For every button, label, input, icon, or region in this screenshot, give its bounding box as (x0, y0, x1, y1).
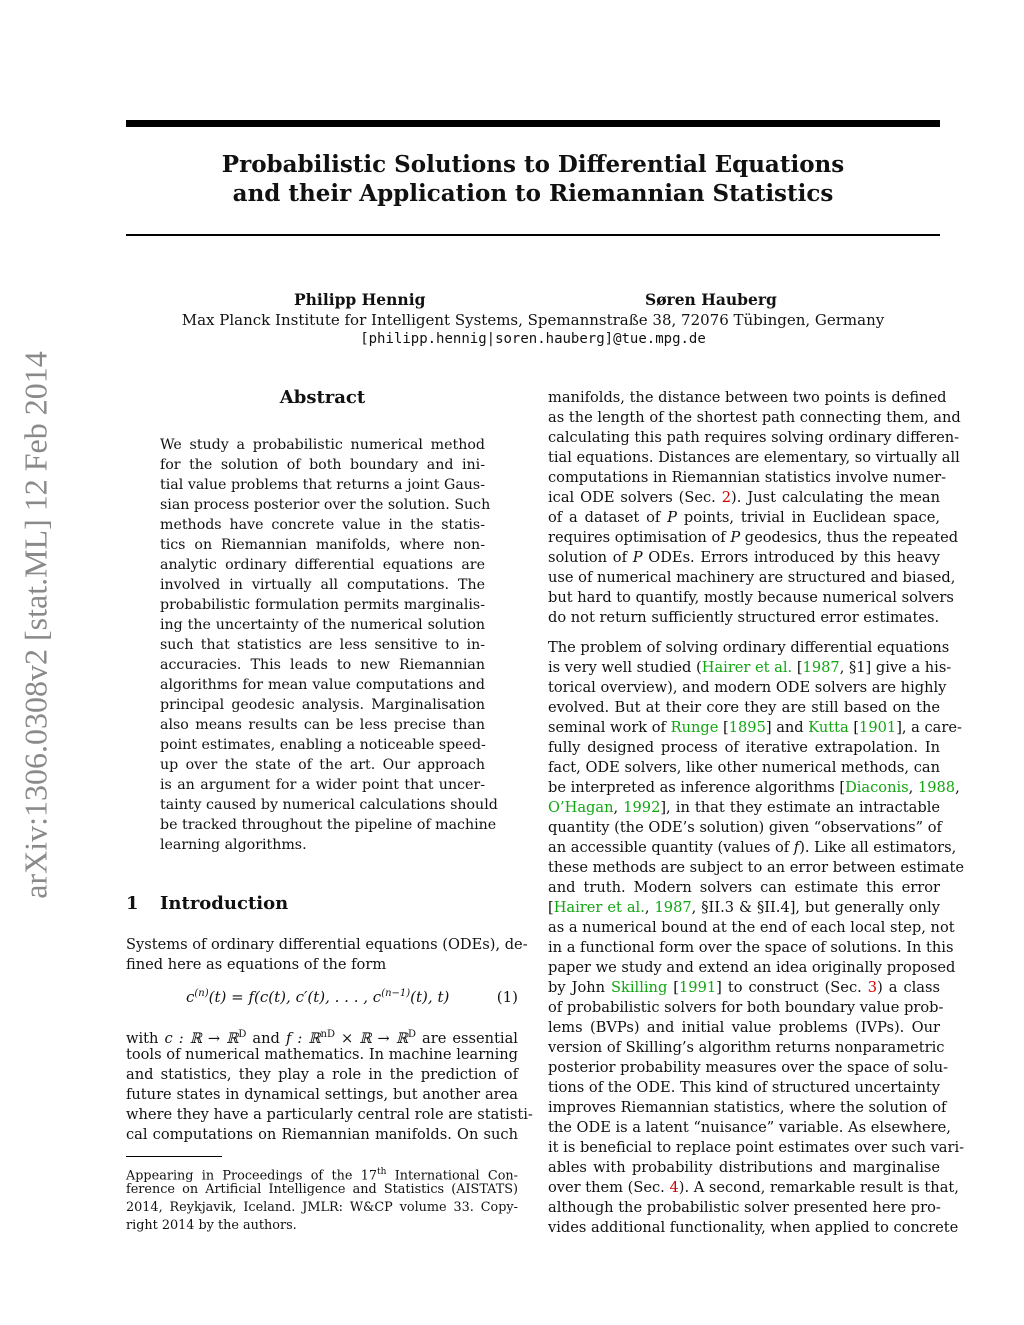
citation-link[interactable]: 1991 (679, 979, 717, 996)
text-line: ables with probability distributions and marginalise (548, 1159, 940, 1176)
abstract-line: methods have concrete value in the statis- (160, 517, 485, 533)
text-line: but hard to quantify, mostly because numerical solvers (548, 589, 954, 606)
footnote-line: 2014, Reykjavik, Iceland. JMLR: W&CP volume 33. Copy- (126, 1200, 518, 1215)
citation-link[interactable]: 1992 (623, 799, 661, 816)
text-line: an accessible quantity (values of f). Like all estimators, (548, 839, 957, 856)
text-line: in a functional form over the space of solutions. In this (548, 939, 954, 956)
text-line: cal computations on Riemannian manifolds. On such (126, 1126, 518, 1143)
text-line: vides additional functionality, when applied to concrete (548, 1219, 959, 1236)
text-line: and truth. Modern solvers can estimate this error (548, 879, 940, 896)
citation-link[interactable]: 1901 (859, 719, 897, 736)
text-line: by John Skilling [1991] to construct (Sec. 3) a class (548, 979, 940, 996)
citation-link[interactable]: Kutta (808, 719, 849, 736)
text-line: seminal work of Runge [1895] and Kutta [1901], a care- (548, 719, 962, 736)
text-line: of probabilistic solvers for both boundary value prob- (548, 999, 944, 1016)
text-line: and statistics, they play a role in the prediction of (126, 1066, 518, 1083)
section-ref-link[interactable]: 3 (867, 979, 878, 996)
text-line: quantity (the ODE’s solution) given “observations” of (548, 819, 942, 836)
text-line: these methods are subject to an error between estimate (548, 859, 965, 876)
text-line: manifolds, the distance between two points is defined (548, 389, 947, 406)
text-line: version of Skilling’s algorithm returns nonparametric (548, 1039, 945, 1056)
text-line: tools of numerical mathematics. In machine learning (126, 1046, 518, 1063)
text-line: Systems of ordinary differential equations (ODEs), de- (126, 936, 528, 953)
abstract-line: is an argument for a wider point that uncer- (160, 777, 485, 793)
footnote-line: right 2014 by the authors. (126, 1218, 297, 1233)
text-line: fined here as equations of the form (126, 956, 387, 973)
abstract-line: up over the state of the art. Our approach (160, 757, 485, 773)
footnote-line: Appearing in Proceedings of the 17th International Con- (126, 1167, 518, 1184)
text-line: over them (Sec. 4). A second, remarkable result is that, (548, 1179, 959, 1196)
footnote-line: ference on Artificial Intelligence and Statistics (AISTATS) (126, 1182, 518, 1197)
affiliation: Max Planck Institute for Intelligent Systems, Spemannstraße 38, 72076 Tübingen, Germany (181, 311, 885, 329)
abstract-line: accuracies. This leads to new Riemannian (160, 657, 485, 673)
citation-link[interactable]: O’Hagan (548, 799, 614, 816)
abstract-line: We study a probabilistic numerical method (160, 437, 485, 453)
author-hauberg: Søren Hauberg (645, 290, 777, 309)
paper-title (126, 150, 940, 208)
text-line: The problem of solving ordinary differential equations (548, 639, 950, 656)
text-line: posterior probability measures over the space of solu- (548, 1059, 949, 1076)
title-bottom-rule (126, 234, 940, 236)
text-line: future states in dynamical settings, but another area (126, 1086, 518, 1103)
author-email: [philipp.hennig|soren.hauberg]@tue.mpg.de (360, 331, 706, 347)
text-line: evolved. But at their core they are still based on the (548, 699, 940, 716)
text-line: tial equations. Distances are elementary, so virtually all (548, 449, 960, 466)
citation-link[interactable]: Skilling (611, 979, 668, 996)
text-line: paper we study and extend an idea originally proposed (548, 959, 956, 976)
abstract-line: ing the uncertainty of the numerical solution (160, 617, 485, 633)
intro-paragraph-1 (126, 935, 528, 975)
intro-paragraph-2 (126, 1025, 533, 1145)
abstract-line: analytic ordinary differential equations are (160, 557, 485, 573)
equation-number: (1) (496, 988, 518, 1006)
abstract-line: for the solution of both boundary and ini- (160, 457, 485, 473)
text-line: it is beneficial to replace point estimates over such vari- (548, 1139, 965, 1156)
text-line: lems (BVPs) and initial value problems (IVPs). Our (548, 1019, 940, 1036)
citation-link[interactable]: 1895 (728, 719, 766, 736)
equation-formula: $c^{(n)}(t) = f(c(t)$, c′(t), . . . , $c^{(n-1)}(t)$, t) (186, 988, 450, 1006)
text-line: the ODE is a latent “nuisance” variable. As elsewhere, (548, 1119, 951, 1136)
citation-link[interactable]: Runge (670, 719, 719, 736)
text-line: requires optimisation of P geodesics, thus the repeated (548, 529, 959, 546)
footnote-rule (126, 1156, 222, 1157)
citation-link[interactable]: 1988 (917, 779, 956, 796)
text-line: use of numerical machinery are structured and biased, (548, 569, 956, 586)
arxiv-id: arXiv:1306.0308v2 [stat.ML] 12 Feb 2014 (17, 351, 54, 899)
text-line: fully designed process of iterative extrapolation. In (548, 739, 940, 756)
citation-link[interactable]: 1987 (654, 899, 692, 916)
abstract-line: tial value problems that returns a joint Gaus- (160, 477, 485, 493)
text-line: is very well studied (Hairer et al. [1987, §1] give a his- (548, 659, 952, 676)
author-hennig: Philipp Hennig (294, 290, 426, 309)
text-line: improves Riemannian statistics, where the solution of (548, 1099, 947, 1116)
text-line: fact, ODE solvers, like other numerical methods, can (548, 759, 940, 776)
abstract-line: learning algorithms. (160, 837, 307, 853)
text-line: tions of the ODE. This kind of structured uncertainty (548, 1079, 940, 1096)
text-line: torical overview), and modern ODE solvers are highly (548, 679, 947, 696)
abstract-line: also means results can be less precise than (160, 717, 485, 733)
citation-link[interactable]: Hairer et al. (701, 659, 793, 676)
text-line: as a numerical bound at the end of each local step, not (548, 919, 955, 936)
text-line: as the length of the shortest path connecting them, and (548, 409, 961, 426)
citation-link[interactable]: Hairer et al. (553, 899, 645, 916)
text-line: calculating this path requires solving ordinary differen- (548, 429, 960, 446)
abstract-line: involved in virtually all computations. The (160, 577, 485, 593)
abstract-line: tainty caused by numerical calculations should (160, 797, 498, 813)
abstract-body (160, 435, 498, 855)
text-line: O’Hagan, 1992], in that they estimate an intractable (548, 799, 941, 816)
text-line: be interpreted as inference algorithms [Diaconis, 1988, (548, 779, 960, 796)
abstract-line: sian process posterior over the solution. Such (160, 497, 491, 513)
section-heading-introduction (126, 893, 288, 914)
citation-link[interactable]: Diaconis (845, 779, 909, 796)
right-paragraph-2 (548, 638, 965, 1238)
text-line: [Hairer et al., 1987, §II.3 & §II.4], but generally only (548, 899, 940, 916)
footnote (126, 1163, 518, 1235)
abstract-line: point estimates, enabling a noticeable speed- (160, 737, 486, 753)
text-line: computations in Riemannian statistics involve numer- (548, 469, 947, 486)
section-ref-link[interactable]: 2 (721, 489, 732, 506)
abstract-heading: Abstract (279, 387, 366, 408)
text-line: of a dataset of P points, trivial in Euclidean space, (548, 509, 940, 526)
section-title: Introduction (160, 893, 289, 914)
section-ref-link[interactable]: 4 (669, 1179, 679, 1196)
title-line-2: and their Application to Riemannian Statistics (232, 180, 834, 207)
title-line-1: Probabilistic Solutions to Differential Equations (221, 151, 845, 178)
section-number: 1 (126, 893, 139, 914)
text-line: although the probabilistic solver presented here pro- (548, 1199, 941, 1216)
citation-link[interactable]: 1987 (802, 659, 840, 676)
abstract-line: algorithms for mean value computations and (160, 677, 485, 693)
abstract-line: principal geodesic analysis. Marginalisation (160, 697, 485, 713)
right-paragraph-1 (548, 388, 961, 628)
text-line: solution of P ODEs. Errors introduced by this heavy (548, 549, 940, 566)
text-line: ical ODE solvers (Sec. 2). Just calculating the mean (548, 489, 940, 506)
top-rule (126, 120, 940, 127)
text-line: do not return sufficiently structured error estimates. (548, 609, 940, 626)
abstract-line: such that statistics are less sensitive to in- (160, 637, 485, 653)
text-line: with c : ℝ → ℝ$^D$ and f : ℝ$^{nD}$ × ℝ → ℝ$^D$ are essential (126, 1029, 518, 1047)
text-line: where they have a particularly central role are statisti- (126, 1106, 533, 1123)
abstract-line: probabilistic formulation permits marginalis- (160, 597, 485, 613)
abstract-line: be tracked throughout the pipeline of machine (160, 817, 497, 833)
abstract-line: tics on Riemannian manifolds, where non- (160, 537, 485, 553)
